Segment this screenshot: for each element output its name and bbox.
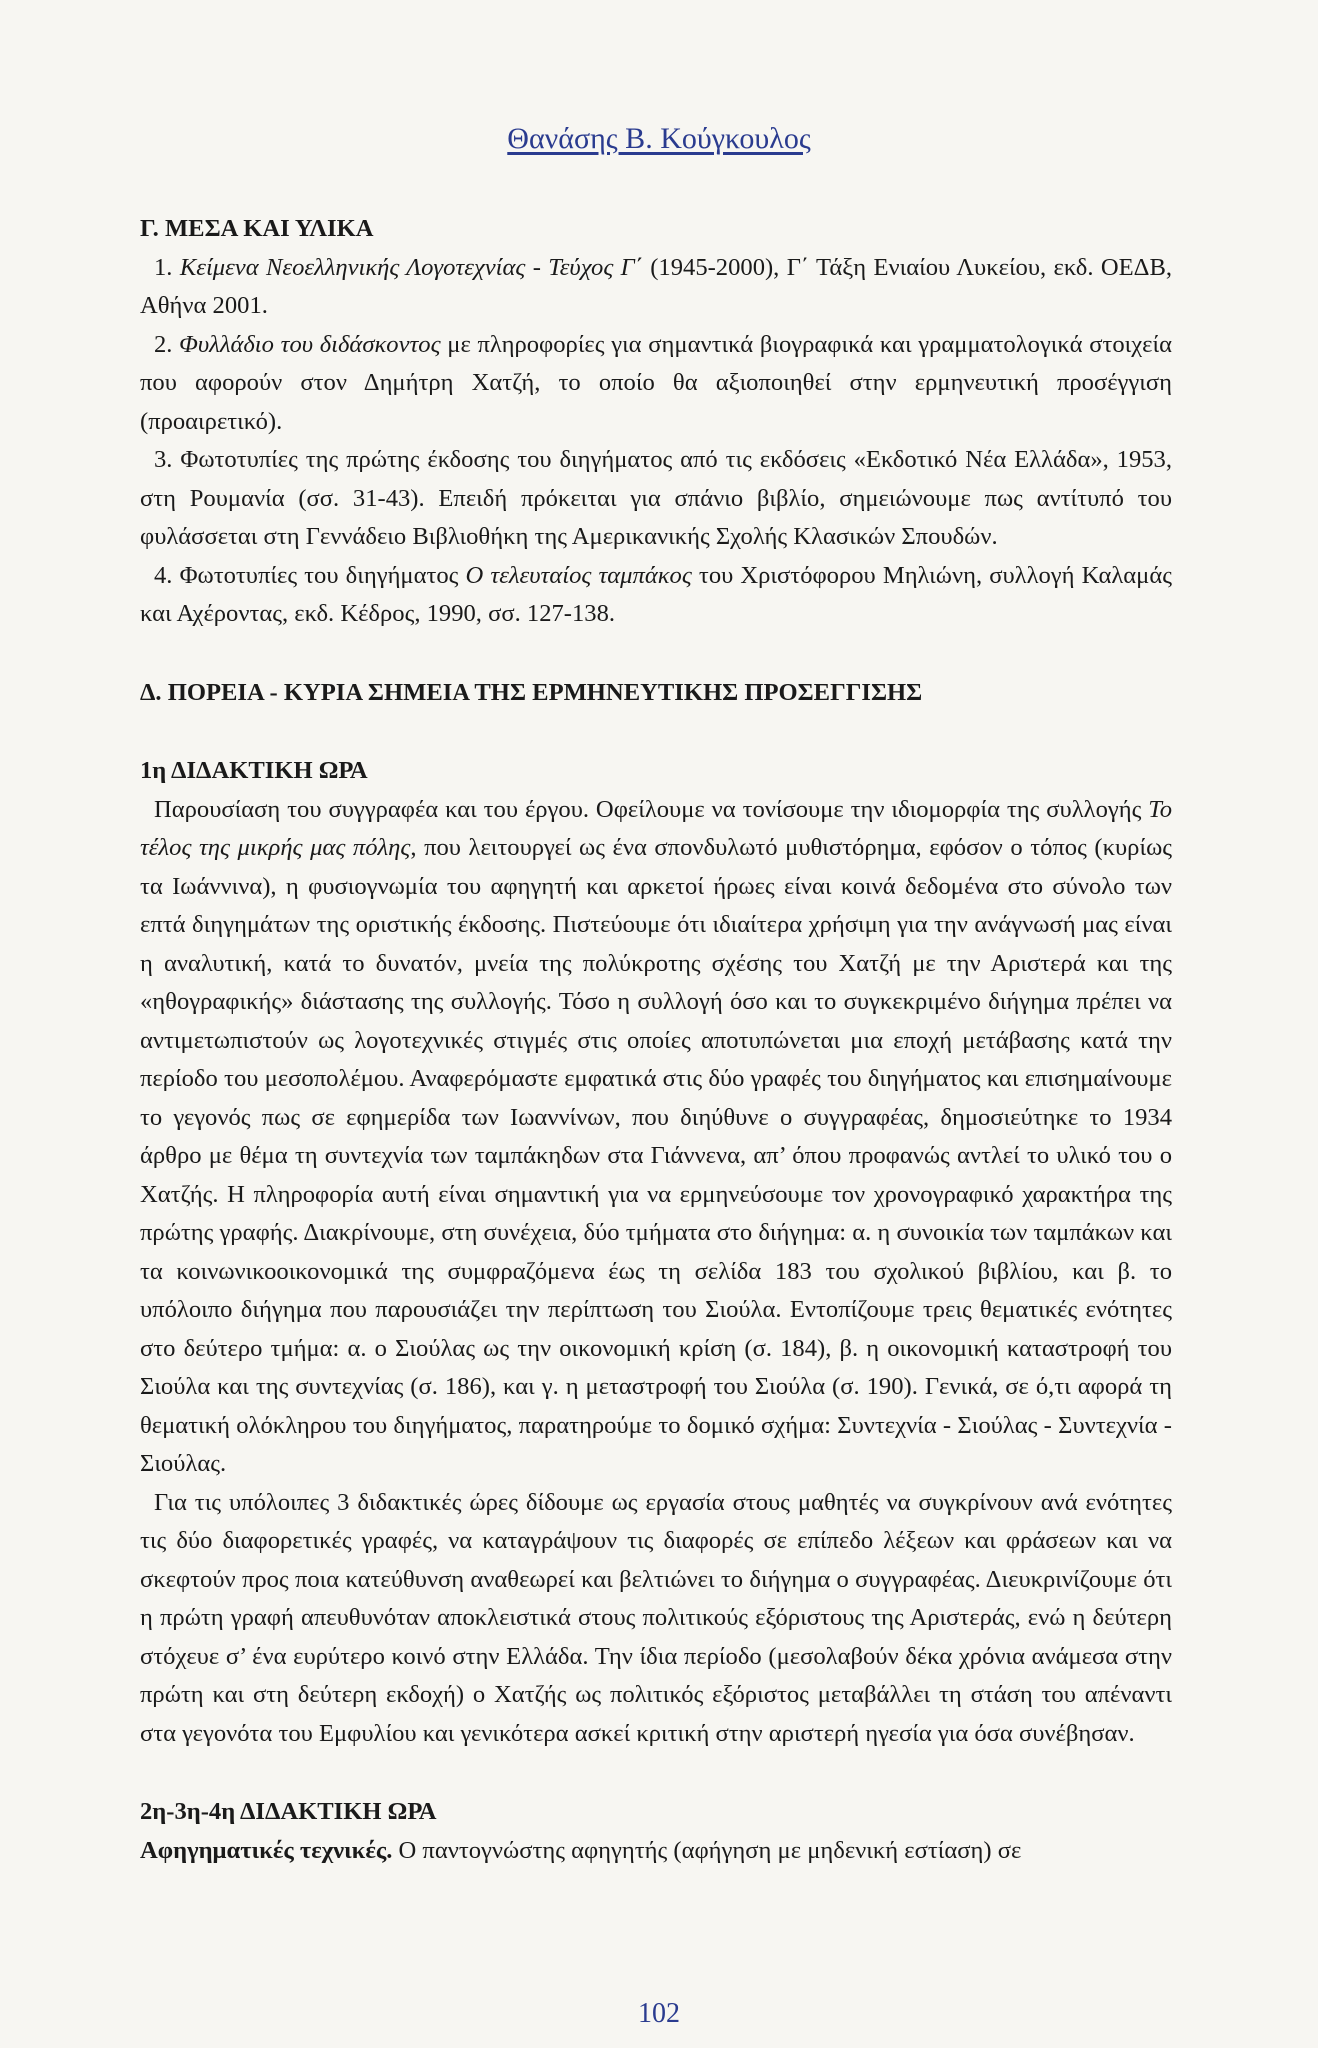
section-heading-course: Δ. ΠΟΡΕΙΑ - ΚΥΡΙΑ ΣΗΜΕΙΑ ΤΗΣ ΕΡΜΗΝΕΥΤΙΚΗΣ ΠΡΟΣΕΓΓΙΣΗΣ bbox=[140, 678, 923, 706]
bold-lead: Αφηγηματικές τεχνικές. bbox=[140, 1836, 393, 1864]
item-number: 2. bbox=[154, 330, 173, 358]
lesson-234-paragraph bbox=[140, 1832, 1172, 1871]
paragraph-text: Παρουσίαση του συγγραφέα και του έργου. Οφείλουμε να τονίσουμε την ιδιομορφία της συλλογής bbox=[154, 795, 1149, 823]
list-item-3 bbox=[140, 441, 1172, 557]
item-title: Φυλλάδιο του διδάσκοντος bbox=[179, 330, 441, 358]
section-heading-materials: Γ. ΜΕΣΑ ΚΑΙ ΥΛΙΚΑ bbox=[140, 215, 374, 242]
lesson-1-heading: 1η ΔΙΔΑΚΤΙΚΗ ΩΡΑ bbox=[140, 757, 368, 784]
page-body bbox=[140, 210, 1172, 1870]
lesson-1-paragraph-2: Για τις υπόλοιπες 3 διδακτικές ώρες δίδουμε ως εργασία στους μαθητές να συγκρίνουν ανά ενότητες τις δύο διαφορετικές γραφές, να καταγράψουν τις διαφορές σε επίπεδο λέξεων και φράσεων και να σκεφτούν προς ποια κατεύθυνση αναθεωρεί και βελτιώνει το διήγημα ο συγγραφέας. Διευκρινίζουμε ότι η πρώτη γραφή απευθυνόταν αποκλειστικά στους πολιτικούς εξόριστους της Αριστεράς, ενώ η δεύτερη στόχευε σ’ ένα ευρύτερο κοινό στην Ελλάδα. Την ίδια περίοδο (μεσολαβούν δέκα χρόνια ανάμεσα στην πρώτη και στη δεύτερη εκδοχή) ο Χατζής ως πολιτικός εξόριστος μεταβάλλει τη στάση του απέναντι στα γεγονότα του Εμφυλίου και γενικότερα ασκεί κριτική στην αριστερή ηγεσία για όσα συνέβησαν. bbox=[140, 1488, 1172, 1747]
running-header: Θανάσης Β. Κούγκουλος bbox=[507, 122, 811, 155]
lesson-234-heading: 2η-3η-4η ΔΙΔΑΚΤΙΚΗ ΩΡΑ bbox=[140, 1798, 437, 1825]
item-text: με πληροφορίες για σημαντικά βιογραφικά και γραμματολογικά στοιχεία που αφορούν στον Δημήτρη Χατζή, το οποίο θα αξιοποιηθεί στην ερμηνευτική προσέγγιση (προαιρετικό). bbox=[140, 330, 1172, 435]
list-item-4 bbox=[140, 557, 1172, 634]
item-title: Κείμενα Νεοελληνικής Λογοτεχνίας - Τεύχος Γ΄ bbox=[179, 253, 643, 281]
list-item-1 bbox=[140, 249, 1172, 326]
item-text: Φωτοτυπίες της πρώτης έκδοσης του διηγήματος από τις εκδόσεις «Εκδοτικό Νέα Ελλάδα», 1953, στη Ρουμανία (σσ. 31-43). Επειδή πρόκειται για σπάνιο βιβλίο, σημειώνουμε πως αντίτυπό του φυλάσσεται στη Γεννάδειο Βιβλιοθήκη της Αμερικανικής Σχολής Κλασικών Σπουδών. bbox=[140, 446, 1173, 550]
paragraph-text: , που λειτουργεί ως ένα σπονδυλωτό μυθιστόρημα, εφόσον ο τόπος (κυρίως τα Ιωάννινα), η φυσιογνωμία του αφηγητή και αρκετοί ήρωες είναι κοινά δεδομένα στο σύνολο των επτά διηγημάτων της οριστικής έκδοσης. Πιστεύουμε ότι ιδιαίτερα χρήσιμη για την ανάγνωσή μας είναι η αναλυτική, κατά το δυνατόν, μνεία της πολύκροτης σχέσης του Χατζή με την Αριστερά και της «ηθογραφικής» διάστασης της συλλογής. Τόσο η συλλογή όσο και το συγκεκριμένο διήγημα πρέπει να αντιμετωπιστούν ως λογοτεχνικές στιγμές στις οποίες αποτυπώνεται μια εποχή μετάβασης κατά την περίοδο του μεσοπολέμου. Αναφερόμαστε εμφατικά στις δύο γραφές του διηγήματος και επισημαίνουμε το γεγονός πως σε εφημερίδα των Ιωαννίνων, που διηύθυνε ο συγγραφέας, δημοσιεύτηκε το 1934 άρθρο με θέμα τη συντεχνία των ταμπάκηδων στα Γιάννενα, απ’ όπου προφανώς αντλεί το υλικό του ο Χατζής. Η πληροφορία αυτή είναι σημαντική για να ερμηνεύσουμε τον χρονογραφικό χαρακτήρα της πρώτης γραφής. Διακρίνουμε, στη συνέχεια, δύο τμήματα στο διήγημα: α. η συνοικία των ταμπάκων και τα κοινωνικοοικονομικά της συμφραζόμενα έως τη σελίδα 183 του σχολικού βιβλίου, και β. το υπόλοιπο διήγημα που παρουσιάζει την περίπτωση του Σιούλα. Εντοπίζουμε τρεις θεματικές ενότητες στο δεύτερο τμήμα: α. ο Σιούλας ως την οικονομική κρίση (σ. 184), β. η οικονομική καταστροφή του Σιούλα και της συντεχνίας (σ. 186), και γ. η μεταστροφή του Σιούλα (σ. 190). Γενικά, σε ό,τι αφορά τη θεματική ολόκληρου του διηγήματος, παρατηρούμε το δομικό σχήμα: Συντεχνία - Σιούλας - Συντεχνία - Σιούλας. bbox=[140, 834, 1172, 1477]
item-number: 1. bbox=[154, 253, 173, 281]
paragraph-text: Ο παντογνώστης αφηγητής (αφήγηση με μηδενική εστίαση) σε bbox=[392, 1836, 1022, 1864]
page-number: 102 bbox=[638, 1998, 680, 2029]
book-title: Το τέλος της μικρής μας πόλης bbox=[140, 795, 1172, 861]
item-number: 4. bbox=[154, 561, 173, 589]
item-text: του Χριστόφορου Μηλιώνη, συλλογή Καλαμάς και Αχέροντας, εκδ. Κέδρος, 1990, σσ. 127-138. bbox=[140, 561, 1172, 627]
list-item-2 bbox=[140, 326, 1172, 442]
item-text: Φωτοτυπίες του διηγήματος bbox=[179, 561, 466, 589]
item-text: (1945-2000), Γ΄ Τάξη Ενιαίου Λυκείου, εκδ. ΟΕΔΒ, Αθήνα 2001. bbox=[140, 253, 1173, 319]
item-title: Ο τελευταίος ταμπάκος bbox=[465, 561, 692, 589]
item-number: 3. bbox=[154, 446, 173, 473]
lesson-1-paragraph-1 bbox=[140, 791, 1172, 1484]
